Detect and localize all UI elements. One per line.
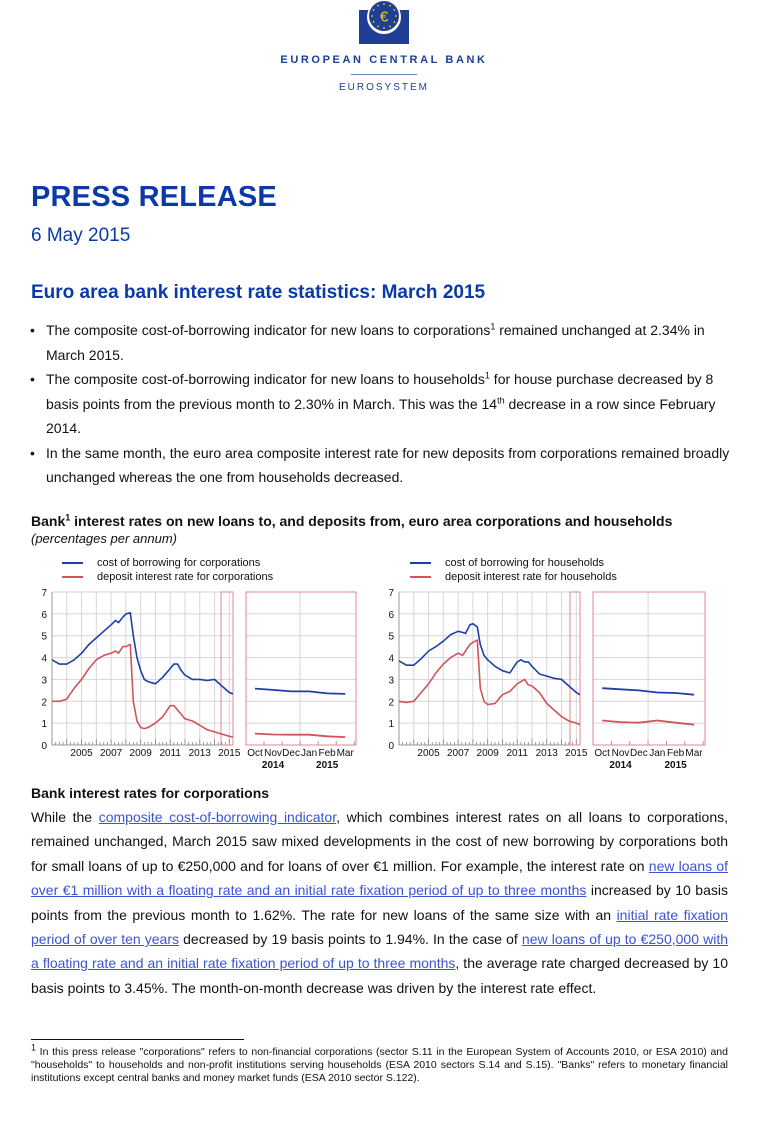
month-label: Feb — [667, 748, 685, 759]
legend-item: deposit interest rate for corporations — [62, 570, 273, 584]
month-label: Nov — [264, 748, 282, 759]
x-tick-label: 2013 — [188, 748, 211, 759]
x-tick-label: 2013 — [535, 748, 558, 759]
month-label: Jan — [301, 748, 318, 759]
y-tick-label: 2 — [41, 697, 47, 709]
release-date: 6 May 2015 — [31, 225, 131, 246]
legend-item: cost of borrowing for corporations — [62, 556, 273, 570]
x-tick-label: 2015 — [565, 748, 588, 759]
footnote-ref[interactable]: 1 — [490, 321, 496, 332]
highlight-frame — [221, 592, 233, 745]
y-tick-label: 0 — [41, 741, 47, 752]
section-heading: Bank interest rates for corporations — [31, 785, 270, 801]
figure-subtitle: (percentages per annum) — [31, 531, 177, 546]
y-tick-label: 7 — [388, 588, 394, 599]
figure-title: Bank$^1$ interest rates on new loans to, and deposits from, euro area corporations and households — [31, 512, 673, 529]
key-points-list — [30, 318, 730, 490]
section-paragraph: While the composite cost-of-borrowing indicator, which combines interest rates on all loans to corporations, remained unchanged, March 2015 saw mixed developments in the cost of new borrowing by corporations both for small loans of up to €250,000 and for loans of over €1 million. For example, the interest rate on new loans of over €1 million with a floating rate and an initial rate fixation period of up to three months increased by 10 basis points from the previous month to 1.62%. The rate for new loans of the same size with an initial rate fixation period of over ten years decreased by 19 basis points to 1.94%. In the case of new loans of up to €250,000 with a floating rate and an initial rate fixation period of up to three months, the average rate charged decreased by 10 basis points to 3.45%. The month-on-month decrease was driven by the interest rate effect. — [31, 809, 729, 996]
page-title: PRESS RELEASE — [31, 181, 277, 213]
bullet-icon: • — [30, 444, 35, 461]
month-label: Oct — [594, 748, 610, 759]
legend-swatch-red — [410, 576, 431, 578]
org-subtitle: EUROSYSTEM — [338, 82, 429, 93]
month-label: Nov — [611, 748, 630, 759]
org-name: EUROPEAN CENTRAL BANK — [280, 54, 488, 66]
y-tick-label: 1 — [41, 719, 47, 731]
month-label: Dec — [282, 748, 300, 759]
y-tick-label: 6 — [41, 609, 47, 621]
main-plot — [41, 588, 240, 759]
bullet-icon: • — [30, 371, 35, 387]
y-tick-label: 3 — [388, 675, 394, 687]
y-tick-label: 3 — [41, 675, 47, 687]
inline-link[interactable]: initial rate fixation period of over ten years — [31, 906, 728, 948]
y-tick-label: 2 — [388, 697, 394, 709]
y-tick-label: 0 — [388, 741, 394, 752]
y-tick-label: 7 — [41, 588, 47, 599]
zoom-panel — [246, 592, 356, 771]
legend-swatch-blue — [62, 562, 83, 564]
legend-item: cost of borrowing for households — [410, 556, 617, 570]
svg-text:€: € — [379, 8, 389, 26]
legend-swatch-red — [62, 576, 83, 578]
key-point: • The composite cost-of-borrowing indicator for new loans to corporations$^1$ remained unchanged at 2.34% in March 2015. — [30, 318, 730, 367]
inline-link[interactable]: new loans of over €1 million with a floating rate and an initial rate fixation period of up to three months — [31, 857, 728, 899]
key-point: • In the same month, the euro area composite interest rate for new deposits from corporations remained broadly unchanged whereas the one from households decreased. — [30, 441, 730, 490]
footnote-ref[interactable]: 1 — [65, 512, 71, 523]
y-tick-label: 5 — [41, 631, 47, 643]
x-tick-label: 2005 — [417, 748, 440, 759]
year-label: 2014 — [261, 760, 285, 771]
key-point: • The composite cost-of-borrowing indicator for new loans to households$^1$ for house purchase decreased by 8 basis points from the previous month to 2.30% in March. This was the 14th decrease in a row since February 2014. — [30, 367, 730, 441]
x-tick-label: 2009 — [476, 748, 499, 759]
x-tick-label: 2005 — [70, 748, 93, 759]
legend-swatch-blue — [410, 562, 431, 564]
y-tick-label: 1 — [388, 719, 394, 731]
zoom-panel — [593, 592, 705, 771]
month-label: Mar — [336, 748, 354, 759]
headline: Euro area bank interest rate statistics: March 2015 — [31, 282, 486, 303]
x-tick-label: 2015 — [218, 748, 241, 759]
month-label: Jan — [649, 748, 666, 759]
x-tick-label: 2007 — [99, 748, 123, 759]
year-label: 2014 — [609, 760, 632, 771]
ecb-logo-icon — [357, 0, 411, 44]
logo-divider — [351, 74, 417, 75]
legend-item: deposit interest rate for households — [410, 570, 617, 584]
x-tick-label: 2007 — [446, 748, 470, 759]
legend-households — [410, 556, 617, 584]
y-tick-label: 5 — [388, 631, 394, 643]
x-tick-label: 2011 — [159, 748, 181, 759]
y-tick-label: 4 — [41, 653, 47, 665]
footnote-ref[interactable]: 1 — [484, 370, 490, 381]
year-label: 2015 — [316, 760, 339, 771]
bullet-icon: • — [30, 322, 35, 338]
footnote: $^1$ In this press release "corporations" refers to non-financial corporations (sector S.11 in the European System of Accounts 2010, or ESA 2010) and "households" to households and non-profit institutions serving households (ESA 2010 sectors S.14 and S.15). "Banks" refers to monetary financial institutions except central banks and money market funds (ESA 2010 sector S.122). — [31, 1042, 728, 1084]
main-plot — [388, 588, 587, 759]
inline-link[interactable]: composite cost-of-borrowing indicator — [98, 809, 337, 825]
legend-corporations — [62, 556, 273, 584]
x-tick-label: 2011 — [506, 748, 528, 759]
month-label: Feb — [318, 748, 336, 759]
inline-link[interactable]: new loans of up to €250,000 with a floating rate and an initial rate fixation period of up to three months — [31, 931, 728, 972]
chart-corporations — [0, 584, 384, 780]
year-label: 2015 — [664, 760, 687, 771]
month-label: Dec — [630, 748, 648, 759]
y-tick-label: 6 — [388, 609, 394, 621]
month-label: Oct — [247, 748, 263, 759]
month-label: Mar — [685, 748, 703, 759]
chart-households — [384, 584, 768, 780]
zoom-frame — [246, 592, 356, 745]
series-line — [399, 624, 580, 695]
footnote-divider — [31, 1039, 244, 1040]
x-tick-label: 2009 — [129, 748, 152, 759]
y-tick-label: 4 — [388, 653, 394, 665]
